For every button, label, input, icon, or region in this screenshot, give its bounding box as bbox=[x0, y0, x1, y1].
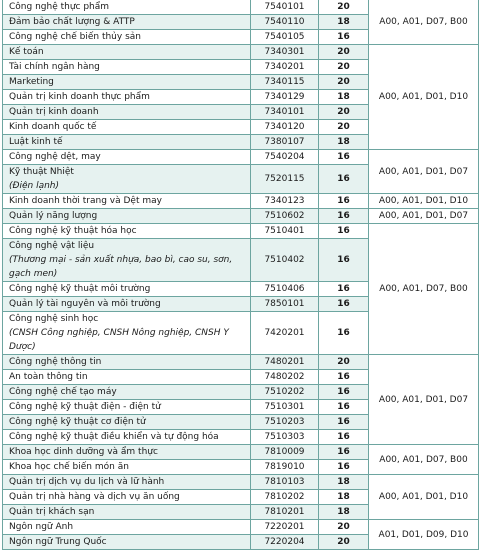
admission-quota: 16 bbox=[319, 430, 369, 445]
major-name-cell bbox=[3, 135, 251, 150]
major-name: Luật kinh tế bbox=[9, 137, 63, 147]
admission-quota: 20 bbox=[319, 60, 369, 75]
major-name-cell bbox=[3, 490, 251, 505]
admission-quota: 20 bbox=[319, 0, 369, 15]
major-code: 7340123 bbox=[251, 194, 319, 209]
major-name: Công nghệ vật liệu bbox=[9, 241, 95, 251]
major-name-cell bbox=[3, 105, 251, 120]
major-code: 7510202 bbox=[251, 385, 319, 400]
major-code: 7420201 bbox=[251, 312, 319, 355]
major-name: Công nghệ thông tin bbox=[9, 357, 102, 367]
major-name-cell bbox=[3, 505, 251, 520]
major-name-cell bbox=[3, 75, 251, 90]
table-row bbox=[3, 0, 479, 15]
admission-quota: 16 bbox=[319, 415, 369, 430]
major-code: 7340120 bbox=[251, 120, 319, 135]
admission-quota: 20 bbox=[319, 535, 369, 550]
table-row bbox=[3, 45, 479, 60]
major-code: 7810103 bbox=[251, 475, 319, 490]
admission-quota: 18 bbox=[319, 90, 369, 105]
major-code: 7510203 bbox=[251, 415, 319, 430]
major-name-cell bbox=[3, 460, 251, 475]
subject-combination: A00, A01, D07, B00 bbox=[369, 224, 479, 355]
major-name-cell bbox=[3, 209, 251, 224]
admission-quota: 16 bbox=[319, 445, 369, 460]
admission-quota: 16 bbox=[319, 194, 369, 209]
major-name-cell bbox=[3, 312, 251, 355]
admission-quota: 18 bbox=[319, 490, 369, 505]
admission-quota: 18 bbox=[319, 505, 369, 520]
major-name-cell bbox=[3, 475, 251, 490]
major-name-cell bbox=[3, 355, 251, 370]
subject-combination: A00, A01, D01, D10 bbox=[369, 194, 479, 209]
major-name: Quản trị kinh doanh thực phẩm bbox=[9, 92, 150, 102]
major-name: Công nghệ sinh học bbox=[9, 314, 99, 324]
major-name: Marketing bbox=[9, 77, 54, 87]
major-code: 7540110 bbox=[251, 15, 319, 30]
major-name: Công nghệ chế biến thủy sản bbox=[9, 32, 141, 42]
major-name-cell bbox=[3, 520, 251, 535]
admission-quota: 20 bbox=[319, 120, 369, 135]
major-name-cell bbox=[3, 30, 251, 45]
admission-quota: 18 bbox=[319, 475, 369, 490]
table-row bbox=[3, 475, 479, 490]
table-row bbox=[3, 150, 479, 165]
major-name-cell bbox=[3, 445, 251, 460]
major-name: Công nghệ kỹ thuật điện - điện tử bbox=[9, 402, 161, 412]
major-code: 7810009 bbox=[251, 445, 319, 460]
table-row bbox=[3, 194, 479, 209]
major-code: 7480202 bbox=[251, 370, 319, 385]
major-name: Kỹ thuật Nhiệt bbox=[9, 167, 74, 177]
major-name-cell bbox=[3, 45, 251, 60]
admission-quota: 16 bbox=[319, 282, 369, 297]
major-name: An toàn thông tin bbox=[9, 372, 88, 382]
major-name-cell bbox=[3, 165, 251, 194]
major-name: Quản trị kinh doanh bbox=[9, 107, 99, 117]
subject-combination: A00, A01, D01, D07 bbox=[369, 150, 479, 194]
subject-combination: A00, A01, D01, D10 bbox=[369, 45, 479, 150]
major-code: 7819010 bbox=[251, 460, 319, 475]
major-name-cell bbox=[3, 385, 251, 400]
major-name: Ngôn ngữ Anh bbox=[9, 522, 74, 532]
subject-combination: A00, A01, D07, B00 bbox=[369, 0, 479, 45]
major-note: (Thương mại - sản xuất nhựa, bao bì, cao su, sơn, gạch men) bbox=[9, 255, 233, 279]
table-row bbox=[3, 445, 479, 460]
subject-combination: A00, A01, D01, D07 bbox=[369, 355, 479, 445]
subject-combination: A01, D01, D09, D10 bbox=[369, 520, 479, 550]
major-name: Công nghệ thực phẩm bbox=[9, 2, 110, 12]
major-name-cell bbox=[3, 224, 251, 239]
major-code: 7540101 bbox=[251, 0, 319, 15]
major-name: Công nghệ chế tạo máy bbox=[9, 387, 117, 397]
major-code: 7340301 bbox=[251, 45, 319, 60]
admission-quota: 20 bbox=[319, 105, 369, 120]
major-name-cell bbox=[3, 15, 251, 30]
major-name-cell bbox=[3, 370, 251, 385]
major-code: 7510303 bbox=[251, 430, 319, 445]
major-code: 7850101 bbox=[251, 297, 319, 312]
major-name: Công nghệ dệt, may bbox=[9, 152, 101, 162]
major-name-cell bbox=[3, 120, 251, 135]
major-code: 7480201 bbox=[251, 355, 319, 370]
major-name-cell bbox=[3, 535, 251, 550]
admission-quota: 16 bbox=[319, 224, 369, 239]
admission-quota: 16 bbox=[319, 209, 369, 224]
major-name-cell bbox=[3, 282, 251, 297]
major-name-cell bbox=[3, 90, 251, 105]
major-code: 7380107 bbox=[251, 135, 319, 150]
major-code: 7340201 bbox=[251, 60, 319, 75]
major-code: 7510406 bbox=[251, 282, 319, 297]
admission-quota: 16 bbox=[319, 297, 369, 312]
admission-quota: 20 bbox=[319, 355, 369, 370]
majors-table-body bbox=[3, 0, 479, 550]
major-name-cell bbox=[3, 239, 251, 282]
major-name: Ngôn ngữ Trung Quốc bbox=[9, 537, 107, 547]
admission-quota: 16 bbox=[319, 150, 369, 165]
admission-quota: 16 bbox=[319, 165, 369, 194]
table-row bbox=[3, 355, 479, 370]
major-code: 7340129 bbox=[251, 90, 319, 105]
major-name: Kế toán bbox=[9, 47, 44, 57]
major-code: 7340101 bbox=[251, 105, 319, 120]
major-name: Quản trị dịch vụ du lịch và lữ hành bbox=[9, 477, 165, 487]
major-code: 7810202 bbox=[251, 490, 319, 505]
major-name: Khoa học dinh dưỡng và ẩm thực bbox=[9, 447, 158, 457]
major-name: Quản lý tài nguyên và môi trường bbox=[9, 299, 161, 309]
admission-quota: 16 bbox=[319, 370, 369, 385]
major-code: 7510401 bbox=[251, 224, 319, 239]
subject-combination: A00, A01, D01, D07 bbox=[369, 209, 479, 224]
major-name-cell bbox=[3, 0, 251, 15]
admission-quota: 20 bbox=[319, 75, 369, 90]
major-code: 7220201 bbox=[251, 520, 319, 535]
subject-combination: A00, A01, D01, D10 bbox=[369, 475, 479, 520]
major-name-cell bbox=[3, 430, 251, 445]
major-name-cell bbox=[3, 297, 251, 312]
admission-quota: 16 bbox=[319, 312, 369, 355]
major-name-cell bbox=[3, 60, 251, 75]
major-code: 7340115 bbox=[251, 75, 319, 90]
major-name-cell bbox=[3, 400, 251, 415]
major-name: Đảm bảo chất lượng & ATTP bbox=[9, 17, 135, 27]
major-name: Quản trị khách sạn bbox=[9, 507, 95, 517]
major-name: Quản trị nhà hàng và dịch vụ ăn uống bbox=[9, 492, 180, 502]
major-name-cell bbox=[3, 415, 251, 430]
major-name: Quản lý năng lượng bbox=[9, 211, 98, 221]
major-name: Công nghệ kỹ thuật cơ điện tử bbox=[9, 417, 146, 427]
major-name: Tài chính ngân hàng bbox=[9, 62, 100, 72]
admission-quota: 20 bbox=[319, 520, 369, 535]
admission-quota: 20 bbox=[319, 45, 369, 60]
major-note: (Điện lạnh) bbox=[9, 181, 60, 191]
admission-quota: 16 bbox=[319, 385, 369, 400]
major-name: Khoa học chế biến món ăn bbox=[9, 462, 129, 472]
major-note: (CNSH Công nghiệp, CNSH Nông nghiệp, CNSH Y Dược) bbox=[9, 328, 229, 352]
admission-quota: 16 bbox=[319, 400, 369, 415]
major-code: 7810201 bbox=[251, 505, 319, 520]
table-row bbox=[3, 209, 479, 224]
major-name: Công nghệ kỹ thuật hóa học bbox=[9, 226, 137, 236]
admission-quota: 16 bbox=[319, 239, 369, 282]
subject-combination: A00, A01, D07, B00 bbox=[369, 445, 479, 475]
majors-table bbox=[2, 0, 479, 550]
major-name: Công nghệ kỹ thuật điều khiển và tự động hóa bbox=[9, 432, 219, 442]
major-code: 7510602 bbox=[251, 209, 319, 224]
admission-quota: 16 bbox=[319, 30, 369, 45]
major-code: 7540204 bbox=[251, 150, 319, 165]
admission-quota: 16 bbox=[319, 460, 369, 475]
major-code: 7510301 bbox=[251, 400, 319, 415]
major-name: Công nghệ kỹ thuật môi trường bbox=[9, 284, 151, 294]
table-row bbox=[3, 520, 479, 535]
major-name: Kinh doanh thời trang và Dệt may bbox=[9, 196, 162, 206]
major-code: 7510402 bbox=[251, 239, 319, 282]
major-code: 7520115 bbox=[251, 165, 319, 194]
table-row bbox=[3, 224, 479, 239]
major-code: 7220204 bbox=[251, 535, 319, 550]
major-name-cell bbox=[3, 194, 251, 209]
major-name-cell bbox=[3, 150, 251, 165]
major-code: 7540105 bbox=[251, 30, 319, 45]
major-name: Kinh doanh quốc tế bbox=[9, 122, 97, 132]
admission-quota: 18 bbox=[319, 135, 369, 150]
admission-quota: 18 bbox=[319, 15, 369, 30]
